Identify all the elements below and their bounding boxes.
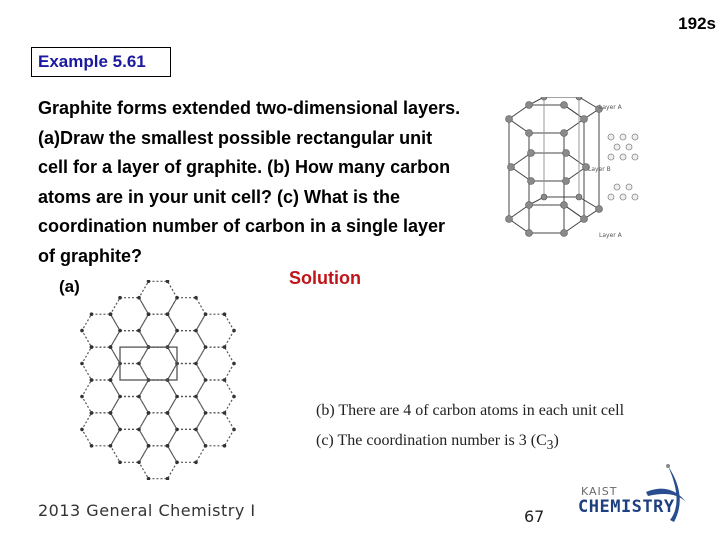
answer-c-close: ) bbox=[553, 432, 559, 449]
carbon-atom bbox=[166, 444, 170, 448]
hexagon-ring bbox=[196, 380, 234, 413]
carbon-atom bbox=[194, 461, 198, 465]
carbon-atom bbox=[90, 378, 94, 382]
solution-label: Solution bbox=[289, 268, 361, 288]
logo-kaist-text: KAIST bbox=[581, 485, 618, 498]
carbon-atom bbox=[90, 444, 94, 448]
hexagon-ring bbox=[139, 347, 177, 380]
hexagon-ring bbox=[196, 347, 234, 380]
page-number: 67 bbox=[524, 507, 545, 526]
carbon-atom bbox=[147, 280, 151, 283]
hexagon-ring bbox=[111, 429, 149, 462]
carbon-atom bbox=[194, 296, 198, 300]
carbon-atom bbox=[232, 362, 236, 366]
carbon-atom bbox=[232, 395, 236, 399]
hexagon-ring bbox=[168, 429, 206, 462]
graphite-3d-structure-figure bbox=[499, 97, 639, 245]
carbon-atom bbox=[90, 345, 94, 349]
carbon-atom bbox=[223, 378, 227, 382]
carbon-atom bbox=[118, 296, 122, 300]
carbon-atom bbox=[204, 444, 208, 448]
carbon-atom bbox=[147, 444, 151, 448]
carbon-atom bbox=[109, 312, 113, 316]
problem-line: of graphite? bbox=[38, 245, 142, 266]
carbon-atom bbox=[118, 329, 122, 333]
carbon-atom bbox=[175, 329, 179, 333]
answer-c-text: (c) The coordination number is 3 (C bbox=[316, 432, 547, 449]
problem-line: atoms are in your unit cell? (c) What is the bbox=[38, 186, 401, 207]
carbon-atom bbox=[175, 428, 179, 432]
carbon-atom bbox=[223, 444, 227, 448]
carbon-atom bbox=[147, 477, 151, 480]
carbon-atom bbox=[137, 395, 141, 399]
carbon-atom bbox=[232, 329, 236, 333]
carbon-atom bbox=[147, 411, 151, 415]
carbon-atom bbox=[204, 378, 208, 382]
hexagon-ring bbox=[196, 314, 234, 347]
carbon-atom bbox=[194, 428, 198, 432]
problem-line: coordination number of carbon in a single layer bbox=[38, 216, 446, 236]
hexagon-ring bbox=[111, 397, 149, 430]
problem-line: (a)Draw the smallest possible rectangular unit bbox=[38, 127, 433, 148]
carbon-atom bbox=[223, 345, 227, 349]
carbon-atom bbox=[175, 461, 179, 465]
hexagon-ring bbox=[139, 380, 177, 413]
carbon-atom bbox=[80, 395, 84, 399]
carbon-atom bbox=[137, 329, 141, 333]
carbon-atom bbox=[147, 312, 151, 316]
carbon-atom bbox=[204, 345, 208, 349]
carbon-atom bbox=[194, 395, 198, 399]
layer-a-top-label: Layer A bbox=[599, 104, 622, 111]
answer-b: (b) There are 4 of carbon atoms in each unit cell bbox=[316, 402, 625, 419]
carbon-atom bbox=[90, 312, 94, 316]
answer-c-subscript: 3 bbox=[546, 437, 554, 453]
carbon-atom bbox=[137, 428, 141, 432]
logo-chemistry-text: CHEMISTRY bbox=[578, 497, 675, 517]
carbon-atom bbox=[118, 461, 122, 465]
hexagon-ring bbox=[139, 413, 177, 446]
hexagon-ring bbox=[139, 446, 177, 479]
answer-c bbox=[316, 432, 559, 453]
carbon-atom bbox=[175, 296, 179, 300]
hexagon-ring bbox=[139, 314, 177, 347]
carbon-atom bbox=[109, 411, 113, 415]
layer-b-label: Layer B bbox=[588, 166, 611, 173]
example-label-box bbox=[31, 47, 171, 77]
carbon-atom bbox=[166, 312, 170, 316]
carbon-atom bbox=[118, 395, 122, 399]
carbon-atom bbox=[204, 411, 208, 415]
carbon-atom bbox=[204, 312, 208, 316]
layer-a-bottom-label: Layer A bbox=[599, 232, 622, 239]
problem-line: cell for a layer of graphite. (b) How many carbon bbox=[38, 157, 451, 177]
carbon-atom bbox=[175, 395, 179, 399]
carbon-atom bbox=[109, 378, 113, 382]
course-footer: 2013 General Chemistry I bbox=[38, 501, 256, 520]
carbon-atom bbox=[109, 444, 113, 448]
graphite-honeycomb-lattice bbox=[77, 280, 267, 480]
carbon-atom bbox=[223, 312, 227, 316]
carbon-atom bbox=[80, 362, 84, 366]
problem-line: Graphite forms extended two-dimensional layers. bbox=[38, 98, 461, 118]
example-label: Example 5.61 bbox=[38, 52, 146, 71]
carbon-atom bbox=[137, 461, 141, 465]
carbon-atom bbox=[166, 411, 170, 415]
carbon-atom bbox=[137, 296, 141, 300]
hexagon-ring bbox=[82, 380, 120, 413]
hexagon-ring bbox=[196, 413, 234, 446]
carbon-atom bbox=[90, 411, 94, 415]
hexagon-ring bbox=[82, 413, 120, 446]
carbon-atom bbox=[80, 329, 84, 333]
carbon-atom bbox=[109, 345, 113, 349]
hexagon-ring bbox=[82, 347, 120, 380]
hexagon-ring bbox=[168, 397, 206, 430]
carbon-atom bbox=[137, 362, 141, 366]
layer-side-view bbox=[608, 134, 638, 200]
hexagon-ring bbox=[82, 314, 120, 347]
hexagon-ring bbox=[168, 298, 206, 331]
carbon-atom bbox=[232, 428, 236, 432]
hexagon-ring bbox=[139, 281, 177, 314]
carbon-atom bbox=[80, 428, 84, 432]
carbon-atom bbox=[223, 411, 227, 415]
slide-number: 192s bbox=[678, 14, 716, 33]
logo-swoosh-icon bbox=[640, 462, 692, 526]
carbon-atom bbox=[194, 329, 198, 333]
carbon-atom bbox=[194, 362, 198, 366]
hexagon-ring bbox=[111, 298, 149, 331]
carbon-atom bbox=[118, 428, 122, 432]
part-a-label: (a) bbox=[59, 277, 80, 296]
problem-text bbox=[38, 94, 518, 271]
